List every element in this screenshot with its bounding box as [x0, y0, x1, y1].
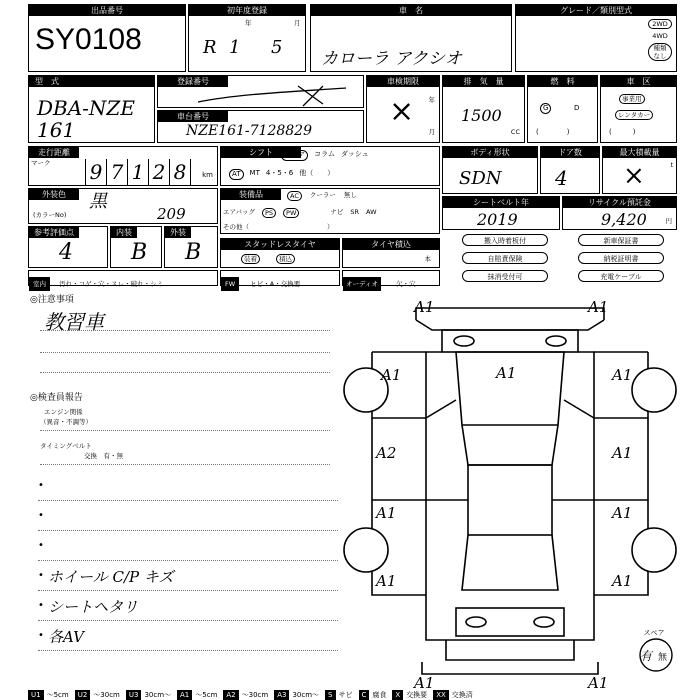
grade-cell: [515, 4, 677, 72]
chassis-value: NZE161-7128829: [186, 123, 312, 139]
legend-code: A2: [223, 690, 238, 700]
studless-header: スタッドレスタイヤ: [221, 239, 339, 250]
color-cell: [28, 188, 218, 224]
fuel-header: 燃 料: [528, 76, 597, 87]
color-code-label: (カラーNo): [33, 211, 67, 219]
equip-aw: AW: [366, 208, 377, 216]
shift-column: コラム: [314, 150, 335, 158]
damage-mark: A1: [588, 298, 609, 316]
seatbelt-cell: [442, 196, 560, 230]
legend-text: ～30cm: [93, 691, 120, 699]
wheel-rear-right: [632, 528, 676, 572]
mileage-digit: 8: [169, 159, 191, 185]
doors-value: 4: [555, 166, 568, 190]
legend-code: A3: [274, 690, 289, 700]
studless-mounted: 装着: [241, 254, 260, 264]
color-value: 黒: [89, 191, 107, 212]
seatbelt-value: 2019: [477, 210, 518, 229]
remarks-list: [38, 476, 338, 656]
legend-text: ～30cm: [241, 691, 269, 699]
remark-line: •: [38, 506, 338, 536]
registration-strike: [198, 84, 348, 108]
tax-certificate-badge: 納税証明書: [578, 252, 664, 264]
body-shape-header: ボディ形状: [443, 147, 537, 158]
equip-cooler: クーラー: [309, 191, 336, 199]
warranty-badge: 新車保証書: [578, 234, 664, 246]
year-unit: 年: [245, 19, 252, 27]
legend-text: 交換済: [451, 691, 473, 699]
equip-pw: PW: [283, 208, 299, 218]
score-exterior-cell: [164, 226, 218, 268]
mileage-header: 走行距離: [29, 147, 79, 158]
legend-code: U1: [28, 690, 44, 700]
equip-navi: ナビ: [330, 208, 344, 216]
damage-legend: [28, 690, 677, 700]
shift-at: AT: [229, 169, 244, 180]
option-4wd: 4WD: [652, 32, 668, 40]
inspection-value: ×: [389, 94, 415, 129]
charging-cable-badge: 充電ケーブル: [578, 270, 664, 282]
first-registration-cell: [188, 4, 306, 72]
model-header: 型 式: [29, 76, 154, 87]
capacity-cell: [602, 146, 677, 194]
era-value: R: [203, 37, 217, 58]
damage-mark: A1: [381, 366, 402, 384]
displacement-unit: CC: [510, 128, 520, 136]
damage-mark: A1: [414, 298, 435, 316]
score-interior-cell: [110, 226, 162, 268]
equip-other: その他（ ）: [223, 223, 334, 231]
equipment-cell: [220, 188, 440, 234]
score-interior-value: B: [131, 240, 148, 265]
color-header: 外装色: [29, 189, 79, 200]
model-cell: [28, 75, 155, 143]
recycle-unit: 円: [665, 217, 672, 225]
mileage-cell: [28, 146, 218, 186]
first-registration-header: 初年度登録: [189, 5, 305, 16]
damage-mark: A1: [612, 572, 633, 590]
audio-row: [342, 270, 440, 286]
notes-text: 教習車: [44, 310, 104, 334]
inspection-year-unit: 年: [428, 96, 435, 104]
legend-code: A1: [177, 690, 192, 700]
shift-gears: 4・5・6: [265, 169, 294, 177]
equip-none: 無し: [343, 191, 357, 199]
notes-title: ◎注意事項: [30, 295, 74, 305]
grade-header: グレード／類別型式: [516, 5, 676, 16]
score-overall-cell: [28, 226, 108, 268]
capacity-header: 最大積載量: [603, 147, 676, 158]
inspection-cell: [366, 75, 440, 143]
equip-ac: AC: [287, 191, 302, 201]
mileage-unit: km: [202, 171, 213, 179]
body-shape-cell: [442, 146, 538, 194]
damage-mark: A1: [612, 444, 633, 462]
remark-line: • ホイール C/P キズ: [38, 566, 338, 596]
timing-belt-label: タイミングベルト: [40, 442, 92, 450]
engine-label: エンジン関係: [44, 408, 83, 416]
displacement-cell: [442, 75, 525, 143]
car-damage-diagram: [336, 290, 696, 690]
mileage-digit: 1: [127, 159, 148, 185]
chassis-header: 車台番号: [158, 111, 228, 122]
score-exterior-header: 外装: [165, 227, 191, 238]
audio-label: オーディオ: [343, 277, 381, 291]
spare-value: 有: [639, 649, 652, 663]
business-option: 事業用: [619, 94, 645, 104]
mileage-digit: 9: [85, 159, 106, 185]
rental-option: レンタカー: [615, 110, 653, 120]
legend-text: 30cm～: [292, 691, 320, 699]
studless-cell: [220, 238, 340, 268]
remark-line: • 各AV: [38, 626, 338, 656]
recycle-value: 9,420: [601, 210, 647, 229]
vehicle-category-header: 車 区: [601, 76, 676, 87]
interior-condition-items: 汚れ・コゲ・穴・スレ・破れ・シミ: [59, 280, 164, 288]
timing-belt-sublabel: 交換 有・無: [84, 452, 123, 460]
car-name-value: カローラ アクシオ: [321, 49, 462, 69]
inspection-header: 車検期限: [367, 76, 439, 87]
interior-condition-label: 室内: [29, 277, 50, 291]
score-overall-value: 4: [59, 240, 73, 265]
legend-text: 腐食: [372, 691, 387, 699]
vehicle-category-cell: 車 区 事業用 レンタカー ( ): [600, 75, 677, 143]
shift-header: シフト: [221, 147, 301, 158]
inspector-title: ◎検査員報告: [30, 393, 83, 403]
damage-mark: A1: [588, 674, 609, 690]
legend-text: サビ: [338, 691, 353, 699]
legend-code: S: [325, 690, 335, 700]
damage-mark: A1: [376, 504, 397, 522]
legend-code: C: [359, 690, 370, 700]
legend-text: ～5cm: [46, 691, 69, 699]
legend-code: X: [392, 690, 403, 700]
legend-text: 交換要: [406, 691, 428, 699]
chassis-cell: [157, 110, 364, 143]
recycle-cell: [562, 196, 677, 230]
score-interior-header: 内装: [111, 227, 137, 238]
car-name-header: 車 名: [311, 5, 511, 16]
option-2wd: 2WD: [648, 19, 672, 29]
damage-mark: A2: [376, 444, 397, 462]
score-exterior-value: B: [185, 240, 202, 265]
mileage-mark-label: マーク: [31, 159, 51, 167]
fuel-d: D: [574, 104, 580, 112]
damage-mark: A1: [612, 366, 633, 384]
wheel-front-right: [632, 368, 676, 412]
recycle-header: リサイクル預託金: [563, 197, 676, 208]
fuel-cell: 燃 料 G D ( ): [527, 75, 598, 143]
legend-text: 30cm～: [144, 691, 172, 699]
inspection-month-unit: 月: [428, 128, 435, 136]
tire-load-header: タイヤ積込: [343, 239, 439, 250]
registration-header: 登録番号: [158, 76, 228, 87]
equip-ps: PS: [262, 208, 276, 218]
doors-cell: [540, 146, 600, 194]
score-overall-header: 参考評価点: [29, 227, 79, 238]
studless-loaded: 積込: [276, 254, 295, 264]
displacement-header: 排 気 量: [443, 76, 524, 87]
doors-header: ドア数: [541, 147, 599, 158]
shift-dash: ダッシュ: [340, 150, 369, 158]
damage-mark: A1: [376, 572, 397, 590]
damage-mark: A1: [612, 504, 633, 522]
engine-sublabel: （異音・不調等）: [40, 418, 92, 426]
tire-load-cell: [342, 238, 440, 268]
damage-mark: A1: [496, 364, 517, 382]
seatbelt-header: シートベルト年: [443, 197, 559, 208]
shift-floor: フロア: [281, 150, 308, 161]
month-value: 5: [271, 37, 283, 58]
equip-airbag: エアバッグ: [223, 208, 255, 216]
legend-text: ～5cm: [195, 691, 218, 699]
body-shape-value: SDN: [459, 168, 502, 189]
mileage-digit: 7: [106, 159, 127, 185]
tire-load-unit: 本: [424, 255, 431, 263]
capacity-unit: t: [670, 161, 673, 169]
lot-number-cell: [28, 4, 186, 72]
capacity-value: ×: [623, 161, 645, 191]
damage-mark: A1: [414, 674, 435, 690]
shift-cell: [220, 146, 440, 186]
lot-number-header: 出品番号: [29, 5, 185, 16]
wheel-rear-left: [344, 528, 388, 572]
legend-code: U3: [126, 690, 142, 700]
equipment-header: 装備品: [221, 189, 281, 200]
deregistration-badge: 抹消受付可: [462, 270, 548, 282]
shift-mt: MT: [249, 169, 260, 177]
remark-line: • シートヘタリ: [38, 596, 338, 626]
fw-row: [220, 270, 340, 286]
fuel-g: G: [540, 103, 551, 114]
spare-label: スペア: [643, 629, 665, 637]
insurance-badge: 自賠責保険: [462, 252, 548, 264]
interior-condition-row: [28, 270, 218, 286]
shift-other: 他（ ）: [299, 169, 335, 177]
remark-line: •: [38, 476, 338, 506]
mileage-digits: [85, 159, 191, 185]
remark-line: •: [38, 536, 338, 566]
model-value: DBA-NZE161: [37, 96, 135, 142]
audio-items: 欠・穴: [396, 280, 416, 288]
car-name-cell: [310, 4, 512, 72]
legend-code: XX: [433, 690, 449, 700]
fw-items: ヒビ・A・交換要: [250, 280, 301, 288]
option-none: 種類なし: [648, 43, 672, 61]
lot-number-value: SY0108: [35, 23, 142, 56]
color-code-value: 209: [157, 205, 186, 223]
year-value: 1: [229, 37, 241, 58]
equip-sr: SR: [350, 208, 360, 216]
fw-label: FW: [221, 277, 239, 291]
legend-code: U2: [75, 690, 91, 700]
registration-cell: [157, 75, 364, 108]
month-unit: 月: [294, 19, 301, 27]
displacement-value: 1500: [461, 106, 502, 125]
spare-alt: 無: [658, 653, 668, 663]
mileage-digit: 2: [148, 159, 169, 185]
transport-plate-badge: 搬入時着板付: [462, 234, 548, 246]
